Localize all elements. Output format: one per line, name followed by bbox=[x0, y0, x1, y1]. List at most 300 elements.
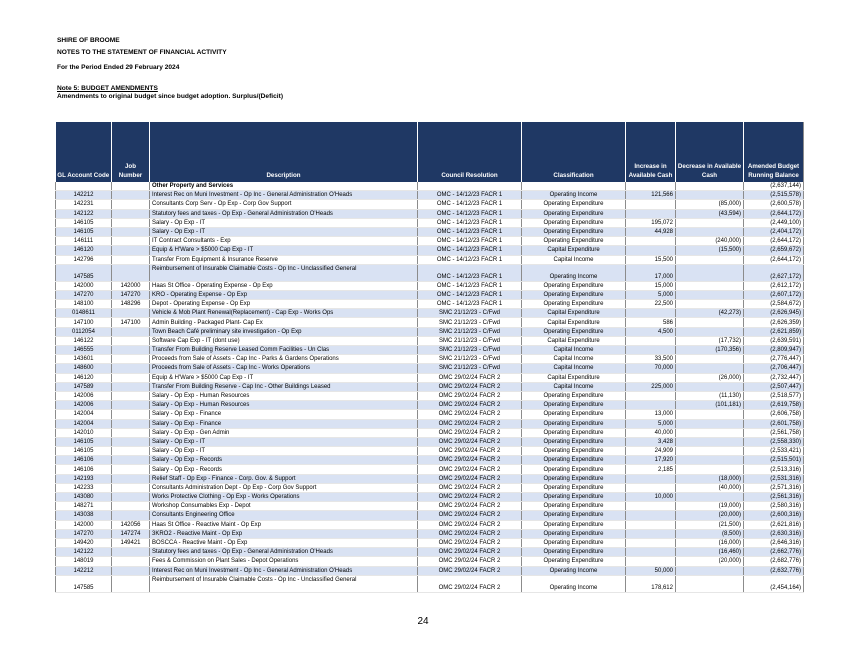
job-number-cell bbox=[112, 336, 150, 345]
job-number-cell bbox=[112, 209, 150, 218]
job-number-cell bbox=[112, 191, 150, 200]
description-cell: Salary - Op Exp - Records bbox=[150, 456, 418, 465]
description-cell: KRO - Operating Expense - Op Exp bbox=[150, 290, 418, 299]
decrease-cell bbox=[676, 355, 744, 364]
increase-cell: 40,000 bbox=[626, 428, 676, 437]
job-number-cell bbox=[112, 575, 150, 592]
balance-cell: (2,626,945) bbox=[744, 309, 804, 318]
decrease-cell: (11,130) bbox=[676, 391, 744, 400]
decrease-cell: (8,500) bbox=[676, 529, 744, 538]
decrease-cell: (42,273) bbox=[676, 309, 744, 318]
balance-cell: (2,601,758) bbox=[744, 419, 804, 428]
gl-code-cell: 146105 bbox=[56, 447, 112, 456]
balance-cell: (2,644,172) bbox=[744, 237, 804, 246]
description-cell: Salary - Op Exp - Finance bbox=[150, 410, 418, 419]
budget-amendments-table bbox=[55, 122, 804, 593]
description-cell: Salary - Op Exp - Human Resources bbox=[150, 391, 418, 400]
description-cell: Statutory fees and taxes - Op Exp - General Administration O'Heads bbox=[150, 209, 418, 218]
decrease-cell: (21,500) bbox=[676, 520, 744, 529]
balance-cell: (2,637,144) bbox=[744, 182, 804, 191]
classification-cell: Operating Income bbox=[522, 575, 626, 592]
resolution-cell: SMC 21/12/23 - C/Fwd bbox=[418, 364, 522, 373]
gl-code-cell: 0148611 bbox=[56, 309, 112, 318]
description-cell: 3KRO2 - Reactive Maint - Op Exp bbox=[150, 529, 418, 538]
table-row bbox=[56, 575, 804, 592]
description-cell: Salary - Op Exp - IT bbox=[150, 437, 418, 446]
increase-cell: 5,000 bbox=[626, 419, 676, 428]
increase-cell bbox=[626, 200, 676, 209]
resolution-cell: OMC 29/02/24 FACR 2 bbox=[418, 548, 522, 557]
table-row bbox=[56, 200, 804, 209]
description-cell: Haas St Office - Operating Expense - Op Exp bbox=[150, 281, 418, 290]
table-row bbox=[56, 483, 804, 492]
decrease-cell bbox=[676, 447, 744, 456]
resolution-cell: OMC 29/02/24 FACR 2 bbox=[418, 520, 522, 529]
description-cell: Transfer From Equipment & Insurance Reserve bbox=[150, 255, 418, 264]
job-number-cell bbox=[112, 511, 150, 520]
increase-cell: 195,072 bbox=[626, 218, 676, 227]
table-row bbox=[56, 493, 804, 502]
table-row bbox=[56, 209, 804, 218]
classification-cell: Operating Expenditure bbox=[522, 401, 626, 410]
table-row bbox=[56, 318, 804, 327]
balance-cell: (2,659,672) bbox=[744, 246, 804, 255]
classification-cell: Operating Expenditure bbox=[522, 511, 626, 520]
resolution-cell: OMC 29/02/24 FACR 2 bbox=[418, 437, 522, 446]
balance-cell: (2,627,172) bbox=[744, 264, 804, 281]
balance-cell: (2,662,776) bbox=[744, 548, 804, 557]
table-row bbox=[56, 355, 804, 364]
table-row bbox=[56, 373, 804, 382]
increase-cell bbox=[626, 548, 676, 557]
resolution-cell: SMC 21/12/23 - C/Fwd bbox=[418, 309, 522, 318]
increase-cell: 13,000 bbox=[626, 410, 676, 419]
decrease-cell bbox=[676, 428, 744, 437]
increase-cell: 33,500 bbox=[626, 355, 676, 364]
classification-cell: Operating Expenditure bbox=[522, 200, 626, 209]
col-job-number: Job Number bbox=[112, 122, 150, 182]
description-cell: Town Beach Café preliminary site investigation - Op Exp bbox=[150, 327, 418, 336]
resolution-cell: OMC 29/02/24 FACR 2 bbox=[418, 410, 522, 419]
table-row bbox=[56, 382, 804, 391]
decrease-cell bbox=[676, 182, 744, 191]
resolution-cell: SMC 21/12/23 - C/Fwd bbox=[418, 327, 522, 336]
description-cell: Reimbursement of Insurable Claimable Costs - Op Inc - Unclassified General bbox=[150, 575, 418, 592]
job-number-cell: 148296 bbox=[112, 300, 150, 309]
job-number-cell bbox=[112, 200, 150, 209]
classification-cell: Operating Expenditure bbox=[522, 557, 626, 566]
job-number-cell bbox=[112, 246, 150, 255]
balance-cell: (2,454,164) bbox=[744, 575, 804, 592]
decrease-cell bbox=[676, 566, 744, 575]
table-header-row bbox=[56, 122, 804, 182]
classification-cell: Operating Expenditure bbox=[522, 410, 626, 419]
description-cell: Works Protective Clothing - Op Exp - Works Operations bbox=[150, 493, 418, 502]
description-cell: Consultants Corp Serv - Op Exp - Corp Gov Support bbox=[150, 200, 418, 209]
balance-cell: (2,621,816) bbox=[744, 520, 804, 529]
decrease-cell bbox=[676, 290, 744, 299]
resolution-cell: OMC 29/02/24 FACR 2 bbox=[418, 419, 522, 428]
resolution-cell: SMC 21/12/23 - C/Fwd bbox=[418, 336, 522, 345]
description-cell: Transfer From Building Reserve Leased Comm Facilities - Un Clas bbox=[150, 346, 418, 355]
description-cell: Equip & H'Ware > $5000 Cap Exp - IT bbox=[150, 246, 418, 255]
organisation-name: SHIRE OF BROOME bbox=[57, 37, 120, 44]
job-number-cell bbox=[112, 502, 150, 511]
gl-code-cell: 142000 bbox=[56, 520, 112, 529]
table-row bbox=[56, 456, 804, 465]
increase-cell: 15,000 bbox=[626, 281, 676, 290]
decrease-cell bbox=[676, 327, 744, 336]
resolution-cell: OMC 29/02/24 FACR 2 bbox=[418, 538, 522, 547]
balance-cell: (2,732,447) bbox=[744, 373, 804, 382]
table-row bbox=[56, 309, 804, 318]
table-row bbox=[56, 191, 804, 200]
description-cell: BOSCCA - Reactive Maint - Op Exp bbox=[150, 538, 418, 547]
gl-code-cell: 142233 bbox=[56, 483, 112, 492]
increase-cell: 10,000 bbox=[626, 493, 676, 502]
table-row bbox=[56, 529, 804, 538]
table-row bbox=[56, 218, 804, 227]
resolution-cell: OMC 29/02/24 FACR 2 bbox=[418, 474, 522, 483]
classification-cell: Operating Expenditure bbox=[522, 538, 626, 547]
classification-cell: Operating Expenditure bbox=[522, 447, 626, 456]
description-cell: Salary - Op Exp - IT bbox=[150, 227, 418, 236]
table-row bbox=[56, 336, 804, 345]
gl-code-cell: 148100 bbox=[56, 300, 112, 309]
increase-cell bbox=[626, 209, 676, 218]
description-cell: Software Cap Exp - IT (dont use) bbox=[150, 336, 418, 345]
decrease-cell bbox=[676, 255, 744, 264]
decrease-cell bbox=[676, 437, 744, 446]
job-number-cell bbox=[112, 237, 150, 246]
table-row bbox=[56, 566, 804, 575]
classification-cell: Operating Expenditure bbox=[522, 290, 626, 299]
decrease-cell: (85,000) bbox=[676, 200, 744, 209]
resolution-cell: OMC - 14/12/23 FACR 1 bbox=[418, 191, 522, 200]
increase-cell bbox=[626, 336, 676, 345]
gl-code-cell: 142193 bbox=[56, 474, 112, 483]
classification-cell: Operating Expenditure bbox=[522, 419, 626, 428]
gl-code-cell: 142004 bbox=[56, 419, 112, 428]
classification-cell: Operating Expenditure bbox=[522, 502, 626, 511]
job-number-cell bbox=[112, 382, 150, 391]
gl-code-cell: 147585 bbox=[56, 264, 112, 281]
classification-cell: Operating Expenditure bbox=[522, 493, 626, 502]
decrease-cell: (26,000) bbox=[676, 373, 744, 382]
balance-cell: (2,515,501) bbox=[744, 456, 804, 465]
classification-cell bbox=[522, 182, 626, 191]
classification-cell: Operating Expenditure bbox=[522, 227, 626, 236]
increase-cell: 586 bbox=[626, 318, 676, 327]
description-cell: Fees & Commission on Plant Sales - Depot Operations bbox=[150, 557, 418, 566]
table-row bbox=[56, 364, 804, 373]
job-number-cell: 149421 bbox=[112, 538, 150, 547]
balance-cell: (2,626,359) bbox=[744, 318, 804, 327]
decrease-cell bbox=[676, 281, 744, 290]
table-row bbox=[56, 281, 804, 290]
decrease-cell bbox=[676, 410, 744, 419]
balance-cell: (2,809,947) bbox=[744, 346, 804, 355]
description-cell: Salary - Op Exp - Gen Admin bbox=[150, 428, 418, 437]
resolution-cell: OMC 29/02/24 FACR 2 bbox=[418, 447, 522, 456]
gl-code-cell: 143038 bbox=[56, 511, 112, 520]
resolution-cell: OMC - 14/12/23 FACR 1 bbox=[418, 200, 522, 209]
gl-code-cell: 142796 bbox=[56, 255, 112, 264]
classification-cell: Operating Income bbox=[522, 566, 626, 575]
resolution-cell: OMC 29/02/24 FACR 2 bbox=[418, 401, 522, 410]
decrease-cell: (40,000) bbox=[676, 483, 744, 492]
period-label: For the Period Ended 29 February 2024 bbox=[57, 64, 180, 71]
resolution-cell: SMC 21/12/23 - C/Fwd bbox=[418, 318, 522, 327]
job-number-cell bbox=[112, 373, 150, 382]
description-cell: Haas St Office - Reactive Maint - Op Exp bbox=[150, 520, 418, 529]
gl-code-cell: 146106 bbox=[56, 456, 112, 465]
decrease-cell bbox=[676, 419, 744, 428]
job-number-cell bbox=[112, 474, 150, 483]
description-cell: Reimbursement of Insurable Claimable Costs - Op Inc - Unclassified General bbox=[150, 264, 418, 281]
resolution-cell: OMC 29/02/24 FACR 2 bbox=[418, 575, 522, 592]
balance-cell: (2,621,859) bbox=[744, 327, 804, 336]
resolution-cell: OMC - 14/12/23 FACR 1 bbox=[418, 246, 522, 255]
table-row bbox=[56, 264, 804, 281]
job-number-cell bbox=[112, 483, 150, 492]
job-number-cell: 147100 bbox=[112, 318, 150, 327]
job-number-cell bbox=[112, 255, 150, 264]
table-row bbox=[56, 237, 804, 246]
balance-cell: (2,449,100) bbox=[744, 218, 804, 227]
col-description: Description bbox=[150, 122, 418, 182]
increase-cell bbox=[626, 309, 676, 318]
increase-cell bbox=[626, 182, 676, 191]
table-row bbox=[56, 290, 804, 299]
classification-cell: Operating Expenditure bbox=[522, 529, 626, 538]
gl-code-cell bbox=[56, 182, 112, 191]
table-row bbox=[56, 465, 804, 474]
job-number-cell bbox=[112, 428, 150, 437]
gl-code-cell: 142006 bbox=[56, 391, 112, 400]
increase-cell: 17,000 bbox=[626, 264, 676, 281]
balance-cell: (2,561,316) bbox=[744, 493, 804, 502]
job-number-cell bbox=[112, 456, 150, 465]
job-number-cell bbox=[112, 557, 150, 566]
job-number-cell bbox=[112, 391, 150, 400]
table-row bbox=[56, 428, 804, 437]
job-number-cell bbox=[112, 465, 150, 474]
table-row bbox=[56, 227, 804, 236]
classification-cell: Capital Expenditure bbox=[522, 318, 626, 327]
classification-cell: Operating Expenditure bbox=[522, 483, 626, 492]
decrease-cell bbox=[676, 264, 744, 281]
increase-cell: 15,500 bbox=[626, 255, 676, 264]
increase-cell bbox=[626, 237, 676, 246]
balance-cell: (2,513,316) bbox=[744, 465, 804, 474]
balance-cell: (2,619,758) bbox=[744, 401, 804, 410]
increase-cell bbox=[626, 529, 676, 538]
description-cell: Admin Building - Packaged Plant- Cap Ex bbox=[150, 318, 418, 327]
increase-cell: 70,000 bbox=[626, 364, 676, 373]
balance-cell: (2,644,172) bbox=[744, 255, 804, 264]
gl-code-cell: 147270 bbox=[56, 290, 112, 299]
increase-cell: 3,428 bbox=[626, 437, 676, 446]
description-cell: Salary - Op Exp - Finance bbox=[150, 419, 418, 428]
classification-cell: Operating Expenditure bbox=[522, 237, 626, 246]
gl-code-cell: 0112054 bbox=[56, 327, 112, 336]
decrease-cell: (19,000) bbox=[676, 502, 744, 511]
description-cell: Consultants Administration Dept - Op Exp - Corp Gov Support bbox=[150, 483, 418, 492]
increase-cell: 24,909 bbox=[626, 447, 676, 456]
balance-cell: (2,639,591) bbox=[744, 336, 804, 345]
increase-cell bbox=[626, 520, 676, 529]
increase-cell: 121,566 bbox=[626, 191, 676, 200]
classification-cell: Operating Expenditure bbox=[522, 456, 626, 465]
gl-code-cell: 146105 bbox=[56, 218, 112, 227]
increase-cell bbox=[626, 511, 676, 520]
note-title: Note 5: BUDGET AMENDMENTS bbox=[57, 85, 158, 92]
increase-cell: 225,000 bbox=[626, 382, 676, 391]
description-cell: Salary - Op Exp - IT bbox=[150, 218, 418, 227]
job-number-cell bbox=[112, 410, 150, 419]
description-cell: Salary - Op Exp - IT bbox=[150, 447, 418, 456]
description-cell: Equip & H'Ware > $5000 Cap Exp - IT bbox=[150, 373, 418, 382]
resolution-cell: OMC 29/02/24 FACR 2 bbox=[418, 391, 522, 400]
col-decrease-cash: Decrease in Available Cash bbox=[676, 122, 744, 182]
gl-code-cell: 142122 bbox=[56, 548, 112, 557]
table-row bbox=[56, 557, 804, 566]
table-row bbox=[56, 538, 804, 547]
resolution-cell: OMC 29/02/24 FACR 2 bbox=[418, 483, 522, 492]
table-row bbox=[56, 474, 804, 483]
resolution-cell: OMC 29/02/24 FACR 2 bbox=[418, 557, 522, 566]
resolution-cell: OMC - 14/12/23 FACR 1 bbox=[418, 209, 522, 218]
table-row bbox=[56, 520, 804, 529]
description-cell: Consultants Engineering Office bbox=[150, 511, 418, 520]
balance-cell: (2,558,330) bbox=[744, 437, 804, 446]
balance-cell: (2,507,447) bbox=[744, 382, 804, 391]
description-cell: Salary - Op Exp - Human Resources bbox=[150, 401, 418, 410]
notes-title: NOTES TO THE STATEMENT OF FINANCIAL ACTIVITY bbox=[57, 49, 227, 56]
table-row bbox=[56, 182, 804, 191]
decrease-cell bbox=[676, 456, 744, 465]
job-number-cell bbox=[112, 355, 150, 364]
table-row bbox=[56, 410, 804, 419]
resolution-cell: OMC - 14/12/23 FACR 1 bbox=[418, 227, 522, 236]
gl-code-cell: 142004 bbox=[56, 410, 112, 419]
description-cell: IT Contract Consultants - Exp bbox=[150, 237, 418, 246]
gl-code-cell: 142006 bbox=[56, 401, 112, 410]
increase-cell bbox=[626, 346, 676, 355]
gl-code-cell: 148019 bbox=[56, 557, 112, 566]
balance-cell: (2,630,316) bbox=[744, 529, 804, 538]
classification-cell: Capital Expenditure bbox=[522, 373, 626, 382]
classification-cell: Operating Expenditure bbox=[522, 474, 626, 483]
classification-cell: Capital Expenditure bbox=[522, 309, 626, 318]
job-number-cell: 147270 bbox=[112, 290, 150, 299]
job-number-cell: 142000 bbox=[112, 281, 150, 290]
balance-cell: (2,580,316) bbox=[744, 502, 804, 511]
gl-code-cell: 146105 bbox=[56, 437, 112, 446]
table-row bbox=[56, 511, 804, 520]
classification-cell: Operating Expenditure bbox=[522, 520, 626, 529]
gl-code-cell: 148600 bbox=[56, 364, 112, 373]
increase-cell: 4,500 bbox=[626, 327, 676, 336]
decrease-cell: (17,732) bbox=[676, 336, 744, 345]
balance-cell: (2,776,447) bbox=[744, 355, 804, 364]
decrease-cell: (16,460) bbox=[676, 548, 744, 557]
table-row bbox=[56, 255, 804, 264]
classification-cell: Operating Expenditure bbox=[522, 300, 626, 309]
resolution-cell: OMC 29/02/24 FACR 2 bbox=[418, 511, 522, 520]
description-cell: Salary - Op Exp - Records bbox=[150, 465, 418, 474]
decrease-cell bbox=[676, 218, 744, 227]
balance-cell: (2,706,447) bbox=[744, 364, 804, 373]
balance-cell: (2,571,316) bbox=[744, 483, 804, 492]
classification-cell: Capital Income bbox=[522, 255, 626, 264]
classification-cell: Capital Income bbox=[522, 355, 626, 364]
classification-cell: Operating Expenditure bbox=[522, 548, 626, 557]
classification-cell: Operating Income bbox=[522, 264, 626, 281]
description-cell: Depot - Operating Expense - Op Exp bbox=[150, 300, 418, 309]
classification-cell: Capital Expenditure bbox=[522, 246, 626, 255]
table-row bbox=[56, 327, 804, 336]
gl-code-cell: 142212 bbox=[56, 566, 112, 575]
table-row bbox=[56, 447, 804, 456]
classification-cell: Operating Expenditure bbox=[522, 327, 626, 336]
decrease-cell bbox=[676, 465, 744, 474]
increase-cell: 2,185 bbox=[626, 465, 676, 474]
decrease-cell: (18,000) bbox=[676, 474, 744, 483]
balance-cell: (2,607,172) bbox=[744, 290, 804, 299]
resolution-cell bbox=[418, 182, 522, 191]
description-cell: Other Property and Services bbox=[150, 182, 418, 191]
table-row bbox=[56, 346, 804, 355]
balance-cell: (2,600,578) bbox=[744, 200, 804, 209]
balance-cell: (2,682,776) bbox=[744, 557, 804, 566]
balance-cell: (2,606,758) bbox=[744, 410, 804, 419]
gl-code-cell: 142122 bbox=[56, 209, 112, 218]
classification-cell: Capital Income bbox=[522, 364, 626, 373]
resolution-cell: OMC - 14/12/23 FACR 1 bbox=[418, 255, 522, 264]
resolution-cell: SMC 21/12/23 - C/Fwd bbox=[418, 355, 522, 364]
balance-cell: (2,600,316) bbox=[744, 511, 804, 520]
classification-cell: Operating Expenditure bbox=[522, 437, 626, 446]
increase-cell bbox=[626, 373, 676, 382]
gl-code-cell: 146555 bbox=[56, 346, 112, 355]
job-number-cell bbox=[112, 327, 150, 336]
gl-code-cell: 146105 bbox=[56, 227, 112, 236]
classification-cell: Capital Expenditure bbox=[522, 336, 626, 345]
increase-cell: 178,612 bbox=[626, 575, 676, 592]
classification-cell: Operating Expenditure bbox=[522, 391, 626, 400]
resolution-cell: OMC - 14/12/23 FACR 1 bbox=[418, 218, 522, 227]
resolution-cell: OMC - 14/12/23 FACR 1 bbox=[418, 264, 522, 281]
increase-cell: 44,928 bbox=[626, 227, 676, 236]
decrease-cell: (101,181) bbox=[676, 401, 744, 410]
gl-code-cell: 146120 bbox=[56, 373, 112, 382]
increase-cell bbox=[626, 246, 676, 255]
gl-code-cell: 146120 bbox=[56, 246, 112, 255]
balance-cell: (2,404,172) bbox=[744, 227, 804, 236]
page-number: 24 bbox=[417, 616, 429, 627]
resolution-cell: OMC 29/02/24 FACR 2 bbox=[418, 493, 522, 502]
description-cell: Interest Rec on Muni Investment - Op Inc - General Administration O'Heads bbox=[150, 191, 418, 200]
decrease-cell bbox=[676, 318, 744, 327]
description-cell: Interest Rec on Muni Investment - Op Inc - General Administration O'Heads bbox=[150, 566, 418, 575]
balance-cell: (2,584,672) bbox=[744, 300, 804, 309]
table-row bbox=[56, 300, 804, 309]
gl-code-cell: 147100 bbox=[56, 318, 112, 327]
table-row bbox=[56, 419, 804, 428]
balance-cell: (2,531,316) bbox=[744, 474, 804, 483]
